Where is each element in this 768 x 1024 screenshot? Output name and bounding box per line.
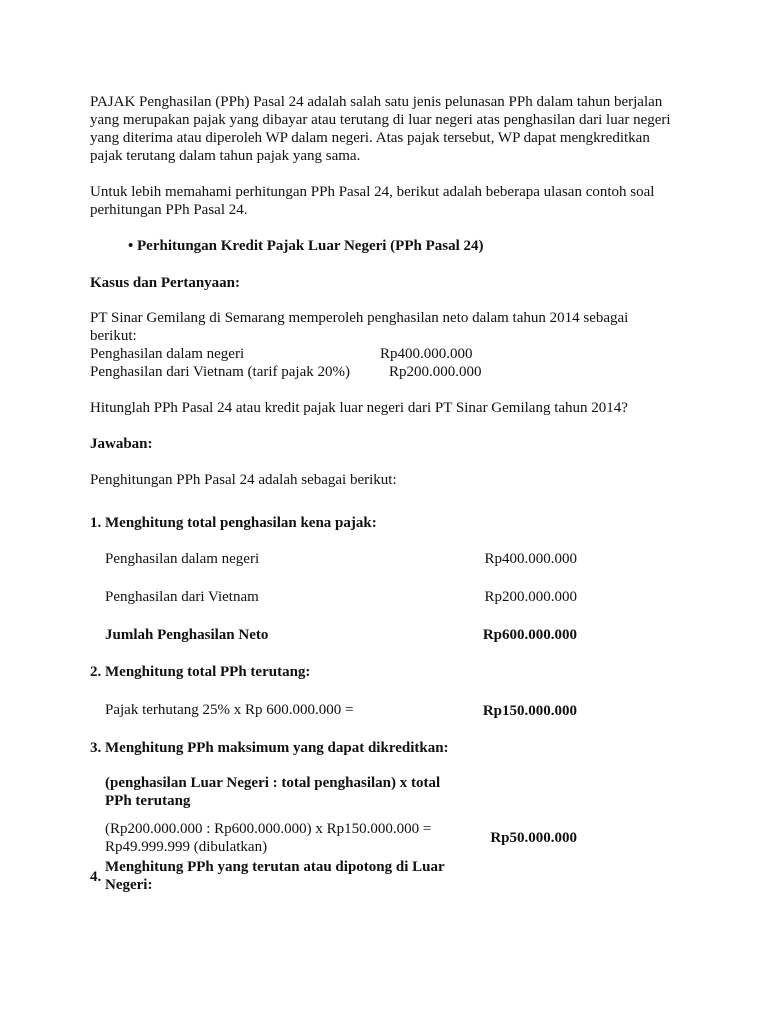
case-line1-value: Rp400.000.000 [380, 346, 473, 362]
step1-row-value: Rp400.000.000 [484, 551, 577, 567]
case-question: Hitunglah PPh Pasal 24 atau kredit pajak luar negeri dari PT Sinar Gemilang tahun 2014? [90, 400, 628, 416]
step3-value: Rp50.000.000 [490, 830, 577, 846]
step2-heading: 2. Menghitung total PPh terutang: [90, 664, 311, 680]
step2-value: Rp150.000.000 [482, 703, 577, 719]
step4-number: 4. [90, 869, 102, 885]
intro-paragraph-1: PAJAK Penghasilan (PPh) Pasal 24 adalah salah satu jenis pelunasan PPh dalam tahun berjalan yang merupakan pajak yang dibayar atau terutang di luar negeri atas penghasilan dari luar negeri yang diterima atau diperoleh WP dalam negeri. Atas pajak tersebut, WP dapat mengkreditkan pajak terutang dalam tahun pajak yang sama. [90, 94, 671, 164]
step2-label: Pajak terhutang 25% x Rp 600.000.000 = [105, 702, 354, 718]
answer-heading: Jawaban: [90, 436, 153, 452]
answer-intro: Penghitungan PPh Pasal 24 adalah sebagai berikut: [90, 472, 397, 488]
step1-heading: 1. Menghitung total penghasilan kena pajak: [90, 515, 377, 531]
step4-heading: Menghitung PPh yang terutan atau dipotong di Luar Negeri: [105, 859, 445, 893]
step1-total-value: Rp600.000.000 [482, 627, 577, 643]
case-heading: Kasus dan Pertanyaan: [90, 275, 241, 291]
step1-total-label: Jumlah Penghasilan Neto [105, 627, 269, 643]
case-line2-value: Rp200.000.000 [389, 364, 482, 380]
intro-paragraph-2: Untuk lebih memahami perhitungan PPh Pasal 24, berikut adalah beberapa ulasan contoh soal perhitungan PPh Pasal 24. [90, 184, 655, 218]
step1-row-value: Rp200.000.000 [484, 589, 577, 605]
step1-row-label: Penghasilan dalam negeri [105, 551, 260, 567]
case-line1-label: Penghasilan dalam negeri [90, 346, 245, 362]
step1-row-label: Penghasilan dari Vietnam [105, 589, 259, 605]
step3-calc: (Rp200.000.000 : Rp600.000.000) x Rp150.000.000 = Rp49.999.999 (dibulatkan) [105, 821, 432, 855]
bullet-heading: • Perhitungan Kredit Pajak Luar Negeri (PPh Pasal 24) [128, 238, 484, 254]
case-line2-label: Penghasilan dari Vietnam (tarif pajak 20%) [90, 364, 350, 380]
step3-formula: (penghasilan Luar Negeri : total penghasilan) x total PPh terutang [105, 775, 441, 809]
case-text: PT Sinar Gemilang di Semarang memperoleh penghasilan neto dalam tahun 2014 sebagai berikut: [90, 310, 629, 344]
step3-heading: 3. Menghitung PPh maksimum yang dapat dikreditkan: [90, 740, 449, 756]
